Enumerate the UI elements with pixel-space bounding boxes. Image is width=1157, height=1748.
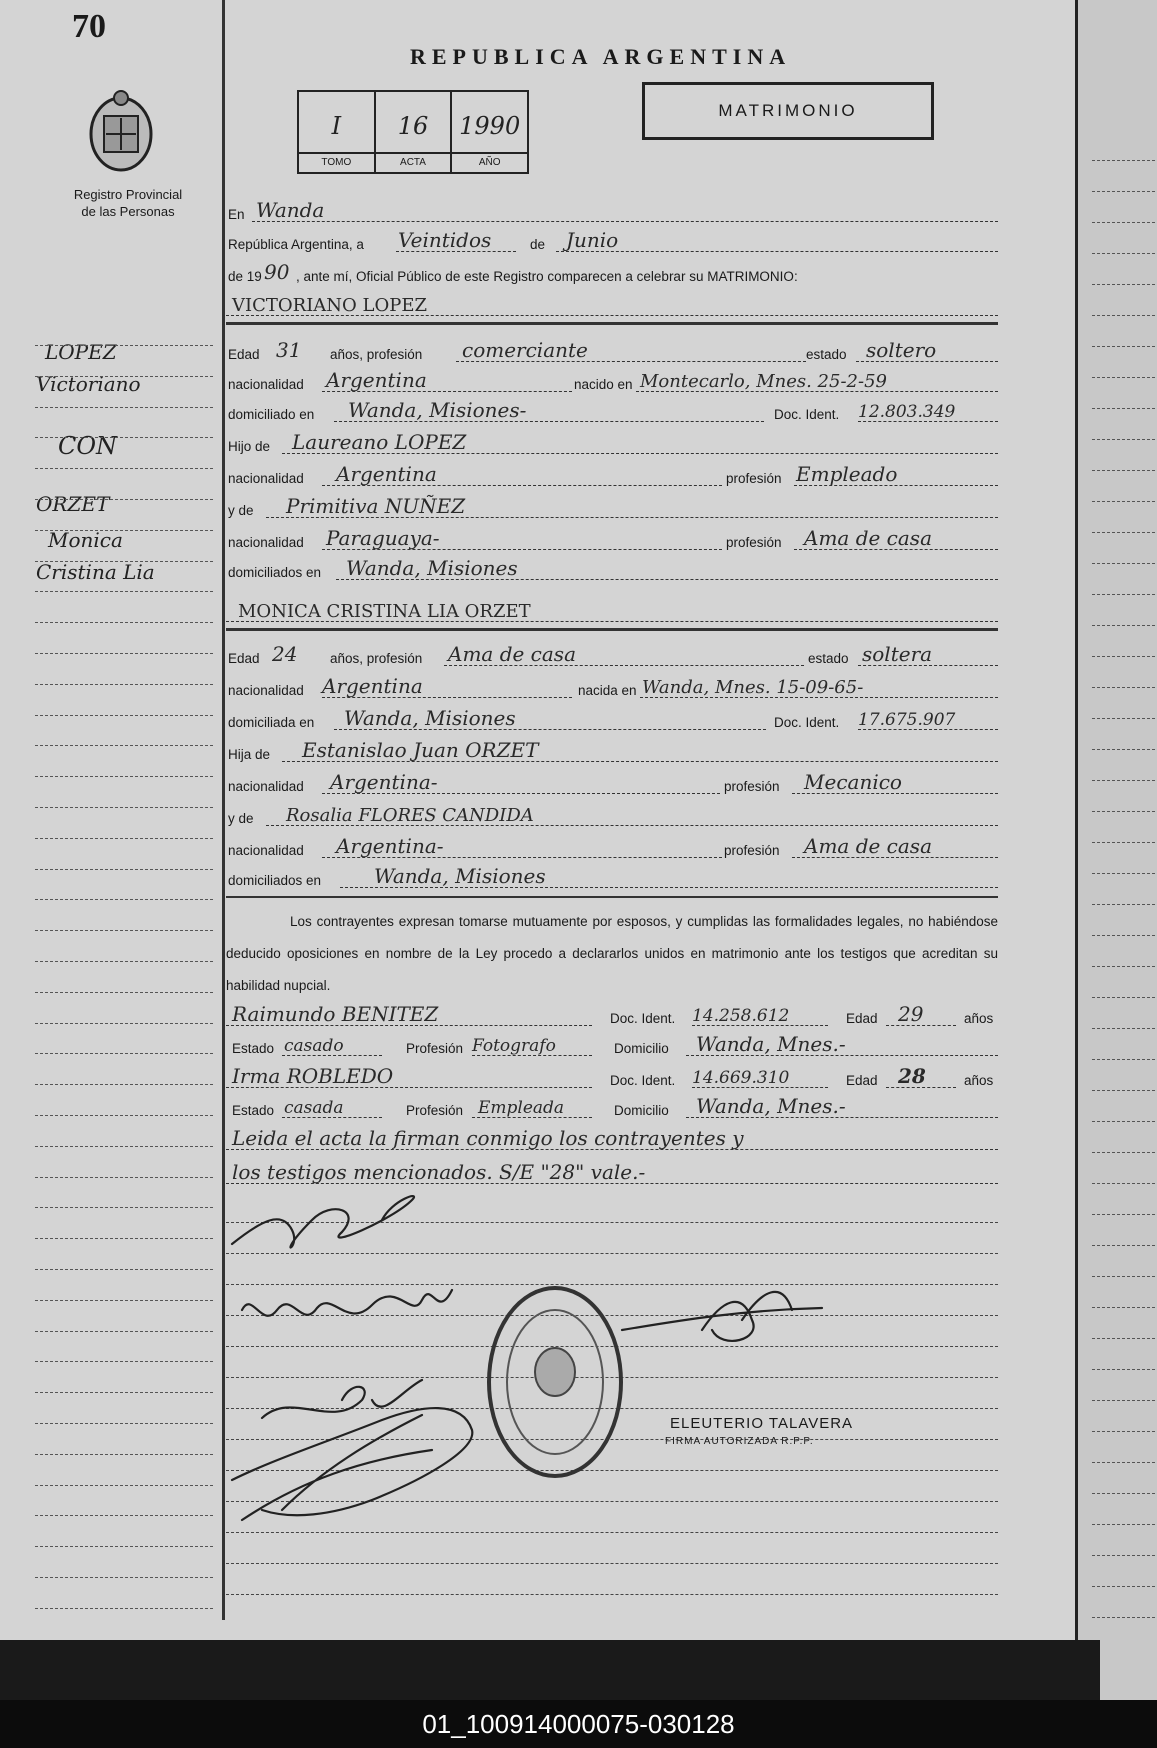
bride-nacionalidad: Argentina <box>322 674 423 698</box>
margin-ruled-line <box>35 437 213 438</box>
footer-code: 01_100914000075-030128 <box>422 1709 735 1739</box>
doc-label: Doc. Ident. <box>610 1011 676 1026</box>
margin-ruled-line <box>35 961 213 962</box>
next-page-ruled-line <box>1092 160 1157 161</box>
yde-label: y de <box>228 811 254 826</box>
next-page-ruled-line <box>1092 1307 1157 1308</box>
groom-profesion: comerciante <box>462 338 588 362</box>
groom-doc: 12.803.349 <box>858 402 956 422</box>
bride-signature <box>242 1290 452 1316</box>
nac-label: nacionalidad <box>228 779 304 794</box>
prof-label: Profesión <box>406 1041 464 1056</box>
margin-ruled-line <box>35 715 213 716</box>
groom-padre-nac: Argentina <box>336 462 437 486</box>
edad-label: Edad <box>846 1011 878 1026</box>
prof-label: profesión <box>726 535 782 550</box>
next-page-ruled-line <box>1092 1400 1157 1401</box>
next-page-ruled-line <box>1092 1276 1157 1277</box>
doc-label: Doc. Ident. <box>774 715 840 730</box>
margin-ruled-line <box>35 930 213 931</box>
nacida-label: nacida en <box>578 683 637 698</box>
margin-ruled-line <box>35 745 213 746</box>
next-page-ruled-line <box>1092 439 1157 440</box>
margin-ruled-line <box>35 1392 213 1393</box>
estado-label: estado <box>806 347 847 362</box>
next-page-ruled-line <box>1092 904 1157 905</box>
yde-label: y de <box>228 503 254 518</box>
margin-ruled-line <box>35 653 213 654</box>
witness2-row-2 <box>226 1092 998 1122</box>
month: Junio <box>566 228 619 252</box>
margin-surname-2: ORZET <box>36 492 110 516</box>
margin-ruled-line <box>35 1269 213 1270</box>
next-page-ruled-line <box>1092 1524 1157 1525</box>
next-page-ruled-line <box>1092 470 1157 471</box>
margin-ruled-line <box>35 684 213 685</box>
groom-row-5 <box>226 460 998 490</box>
next-page-ruled-line <box>1092 408 1157 409</box>
bride-name: MONICA CRISTINA LIA ORZET <box>238 601 531 622</box>
next-page-ruled-line <box>1092 966 1157 967</box>
groom-row-2 <box>226 366 998 396</box>
groom-row-3 <box>226 396 998 426</box>
next-page-ruled-line <box>1092 749 1157 750</box>
nac-label: nacionalidad <box>228 535 304 550</box>
row-date <box>226 226 998 256</box>
witness1-row-1 <box>226 1000 998 1030</box>
groom-row-1 <box>226 336 998 366</box>
bride-estado: soltera <box>862 642 933 666</box>
margin-ruled-line <box>35 899 213 900</box>
margin-ruled-line <box>35 1084 213 1085</box>
margin-ruled-line <box>35 1023 213 1024</box>
bride-row-3 <box>226 704 998 734</box>
margin-ruled-line <box>35 1515 213 1516</box>
next-page-ruled-line <box>1092 687 1157 688</box>
office-name <box>48 186 208 220</box>
anos-prof-label: años, profesión <box>330 347 423 362</box>
declaration: Los contrayentes expresan tomarse mutuamente por esposos, y cumplidas las formalidades legales, no habiéndose deducido oposiciones en nombre de la Ley procedo a declararlos unidos en matrimonio ante los testigos que acreditan su habilidad nupcial. <box>226 914 998 993</box>
groom-padres-dom: Wanda, Misiones <box>346 556 518 580</box>
bride-padre-prof: Mecanico <box>804 770 902 794</box>
margin-ruled-line <box>35 1177 213 1178</box>
next-page-ruled-line <box>1092 253 1157 254</box>
margin-ruled-line <box>35 345 213 346</box>
day: Veintidos <box>398 228 492 252</box>
witness2-signature <box>232 1408 472 1515</box>
next-page-ruled-line <box>1092 1586 1157 1587</box>
next-page-ruled-line <box>1092 625 1157 626</box>
groom-row-8 <box>226 554 998 584</box>
margin-ruled-line <box>35 561 213 562</box>
witness1-profesion: Fotografo <box>472 1036 556 1056</box>
next-page-ruled-line <box>1092 997 1157 998</box>
witness2-edad: 28 <box>898 1064 926 1088</box>
next-page-ruled-line <box>1092 532 1157 533</box>
official-signature <box>622 1292 822 1341</box>
witness2-row-1 <box>226 1062 998 1092</box>
margin-con: CON <box>58 432 118 460</box>
nac-label: nacionalidad <box>228 683 304 698</box>
acta-label: ACTA <box>376 152 451 172</box>
margin-ruled-line <box>35 1361 213 1362</box>
margin-name-2a: Monica <box>48 528 123 552</box>
witness2-doc: 14.669.310 <box>692 1068 790 1088</box>
margin-ruled-line <box>35 407 213 408</box>
office-line-1: Registro Provincial <box>73 187 183 202</box>
dom-label: Domicilio <box>614 1041 669 1056</box>
margin-ruled-line <box>35 1146 213 1147</box>
witness1-doc: 14.258.612 <box>692 1006 790 1026</box>
margin-ruled-line <box>35 622 213 623</box>
witness1-row-2 <box>226 1030 998 1060</box>
witness2-estado: casada <box>284 1098 344 1118</box>
next-page-ruled-line <box>1092 873 1157 874</box>
next-page-ruled-line <box>1092 346 1157 347</box>
rep-label: República Argentina, a <box>228 237 364 252</box>
year-suffix: , ante mí, Oficial Público de este Registro comparecen a celebrar su MATRIMONIO: <box>296 269 798 284</box>
dom-label: domiciliado en <box>228 407 315 422</box>
next-page-ruled-line <box>1092 1183 1157 1184</box>
margin-ruled-line <box>35 1546 213 1547</box>
margin-ruled-line <box>35 1454 213 1455</box>
de-label: de <box>530 237 546 252</box>
margin-ruled-line <box>35 1053 213 1054</box>
next-page-ruled-line <box>1092 222 1157 223</box>
bride-padre-nac: Argentina- <box>330 770 438 794</box>
place: Wanda <box>256 198 325 222</box>
hijo-label: Hijo de <box>228 439 271 454</box>
next-page-ruled-line <box>1092 284 1157 285</box>
margin-ruled-line <box>35 376 213 377</box>
anos-label: años <box>964 1011 994 1026</box>
official-title: FIRMA AUTORIZADA R.P.P. <box>665 1436 814 1447</box>
ano-label: AÑO <box>452 152 527 172</box>
next-page-ruled-line <box>1092 1617 1157 1618</box>
estado-label: Estado <box>232 1103 275 1118</box>
margin-ruled-line <box>35 807 213 808</box>
margin-ruled-line <box>35 869 213 870</box>
estado-label: estado <box>808 651 849 666</box>
groom-madre-prof: Ama de casa <box>804 526 932 550</box>
prof-label: profesión <box>724 843 780 858</box>
margin-ruled-line <box>35 468 213 469</box>
bride-madre-nac: Argentina- <box>336 834 444 858</box>
dom-label: domiciliada en <box>228 715 315 730</box>
witness1-estado: casado <box>284 1036 344 1056</box>
bride-madre: Rosalia FLORES CANDIDA <box>286 805 534 826</box>
estado-label: Estado <box>232 1041 275 1056</box>
bride-row-7 <box>226 832 998 862</box>
bride-domicilio: Wanda, Misiones <box>344 706 516 730</box>
nac-label: nacionalidad <box>228 471 304 486</box>
next-page-ruled-line <box>1092 1338 1157 1339</box>
bride-row-8 <box>226 862 998 892</box>
groom-name-row <box>226 290 998 320</box>
witness2-domicilio: Wanda, Mnes.- <box>696 1094 846 1118</box>
witness1-signature <box>262 1380 422 1418</box>
groom-nacido: Montecarlo, Mnes. 25-2-59 <box>640 371 887 392</box>
next-page-ruled-line <box>1092 563 1157 564</box>
bride-name-row <box>226 596 998 626</box>
bride-nacida: Wanda, Mnes. 15-09-65- <box>642 677 864 698</box>
doc-label: Doc. Ident. <box>774 407 840 422</box>
bride-edad: 24 <box>272 642 298 666</box>
next-page-ruled-line <box>1092 315 1157 316</box>
witness2-name: Irma ROBLEDO <box>232 1064 394 1088</box>
doc-label: Doc. Ident. <box>610 1073 676 1088</box>
prof-label: profesión <box>724 779 780 794</box>
margin-ruled-line <box>35 530 213 531</box>
next-page-ruled-line <box>1092 1214 1157 1215</box>
next-page-ruled-line <box>1092 842 1157 843</box>
next-page-ruled-line <box>1092 935 1157 936</box>
bride-row-5 <box>226 768 998 798</box>
bride-padre: Estanislao Juan ORZET <box>302 738 539 762</box>
groom-row-7 <box>226 524 998 554</box>
margin-ruled-line <box>35 1238 213 1239</box>
tomo-value: I <box>331 112 342 140</box>
bride-profesion: Ama de casa <box>448 642 576 666</box>
next-page-ruled-line <box>1092 1493 1157 1494</box>
margin-ruled-line <box>35 776 213 777</box>
groom-row-4 <box>226 428 998 458</box>
groom-padre: Laureano LOPEZ <box>292 430 467 454</box>
official-name: ELEUTERIO TALAVERA <box>670 1415 854 1432</box>
next-page-ruled-line <box>1092 1152 1157 1153</box>
note-row-1 <box>226 1124 998 1154</box>
groom-domicilio: Wanda, Misiones- <box>348 398 527 422</box>
official-stamp-icon <box>480 1282 630 1482</box>
row-year <box>226 258 998 288</box>
edad-label: Edad <box>846 1073 878 1088</box>
bride-doc: 17.675.907 <box>858 710 956 730</box>
margin-ruled-line <box>35 591 213 592</box>
next-page-ruled-line <box>1092 1059 1157 1060</box>
anos-label: años <box>964 1073 994 1088</box>
doms-label: domiciliados en <box>228 565 322 580</box>
margin-ruled-line <box>35 1331 213 1332</box>
next-page-ruled-line <box>1092 1462 1157 1463</box>
margin-ruled-line <box>35 1577 213 1578</box>
tomo-label: TOMO <box>299 152 374 172</box>
nac-label: nacionalidad <box>228 843 304 858</box>
doms-label: domiciliados en <box>228 873 322 888</box>
prof-label: profesión <box>726 471 782 486</box>
next-page-ruled-line <box>1092 1090 1157 1091</box>
next-page-ruled-line <box>1092 1121 1157 1122</box>
witness1-name: Raimundo BENITEZ <box>232 1002 439 1026</box>
next-page-ruled-line <box>1092 501 1157 502</box>
groom-nacionalidad: Argentina <box>326 368 427 392</box>
bride-row-2 <box>226 672 998 702</box>
row-en <box>226 196 998 226</box>
bride-row-6 <box>226 800 998 830</box>
record-type-box: MATRIMONIO <box>642 82 934 140</box>
next-page-ruled-line <box>1092 191 1157 192</box>
acta-value: 16 <box>397 112 429 140</box>
groom-estado: soltero <box>866 338 937 362</box>
witness1-edad: 29 <box>898 1002 924 1026</box>
page-number: 70 <box>72 8 106 45</box>
next-page-ruled-line <box>1092 1431 1157 1432</box>
margin-column <box>0 0 222 1640</box>
year-prefix: de 19 <box>228 269 262 284</box>
margin-ruled-line <box>35 1608 213 1609</box>
margin-name-2b: Cristina Lia <box>36 560 155 584</box>
next-page-ruled-line <box>1092 780 1157 781</box>
next-page-ruled-line <box>1092 811 1157 812</box>
margin-ruled-line <box>35 1207 213 1208</box>
margin-ruled-line <box>35 992 213 993</box>
next-page-ruled-line <box>1092 718 1157 719</box>
groom-madre: Primitiva NUÑEZ <box>286 494 466 518</box>
next-page-ruled-line <box>1092 1245 1157 1246</box>
dom-label: Domicilio <box>614 1103 669 1118</box>
bride-madre-prof: Ama de casa <box>804 834 932 858</box>
en-label: En <box>228 207 245 222</box>
margin-name-1: Victoriano <box>36 372 141 396</box>
year: 90 <box>264 260 290 284</box>
margin-surname-1: LOPEZ <box>45 340 117 364</box>
edad-label: Edad <box>228 651 260 666</box>
next-page-ruled-line <box>1092 1369 1157 1370</box>
next-page-ruled-line <box>1092 656 1157 657</box>
nacido-label: nacido en <box>574 377 633 392</box>
office-line-2: de las Personas <box>81 204 175 219</box>
groom-madre-nac: Paraguaya- <box>326 526 440 550</box>
groom-edad: 31 <box>276 338 302 362</box>
nac-label: nacionalidad <box>228 377 304 392</box>
witness2-profesion: Empleada <box>478 1098 565 1118</box>
ano-value: 1990 <box>459 112 521 140</box>
hija-label: Hija de <box>228 747 271 762</box>
bride-row-4 <box>226 736 998 766</box>
groom-padre-prof: Empleado <box>796 462 898 486</box>
next-page-ruled-line <box>1092 377 1157 378</box>
register-box <box>297 90 529 174</box>
margin-ruled-line <box>35 1485 213 1486</box>
bride-row-1 <box>226 640 998 670</box>
note-line-2: los testigos mencionados. S/E "28" vale.- <box>232 1160 646 1184</box>
margin-ruled-line <box>35 1423 213 1424</box>
next-page-edge <box>1075 0 1157 1700</box>
margin-ruled-line <box>35 499 213 500</box>
anos-prof-label: años, profesión <box>330 651 423 666</box>
margin-ruled-line <box>35 1115 213 1116</box>
next-page-ruled-line <box>1092 1028 1157 1029</box>
next-page-ruled-line <box>1092 1555 1157 1556</box>
margin-ruled-line <box>35 838 213 839</box>
groom-signature <box>232 1196 414 1247</box>
witness1-domicilio: Wanda, Mnes.- <box>696 1032 846 1056</box>
bride-padres-dom: Wanda, Misiones <box>374 864 546 888</box>
edad-label: Edad <box>228 347 260 362</box>
note-line-1: Leida el acta la firman conmigo los contrayentes y <box>232 1126 744 1150</box>
page-shadow <box>0 1640 1100 1700</box>
groom-name: VICTORIANO LOPEZ <box>232 295 428 316</box>
country-title: REPUBLICA ARGENTINA <box>410 44 792 69</box>
groom-row-6 <box>226 492 998 522</box>
next-page-ruled-line <box>1092 594 1157 595</box>
coat-of-arms-icon <box>86 88 156 174</box>
margin-ruled-line <box>35 1300 213 1301</box>
prof-label: Profesión <box>406 1103 464 1118</box>
